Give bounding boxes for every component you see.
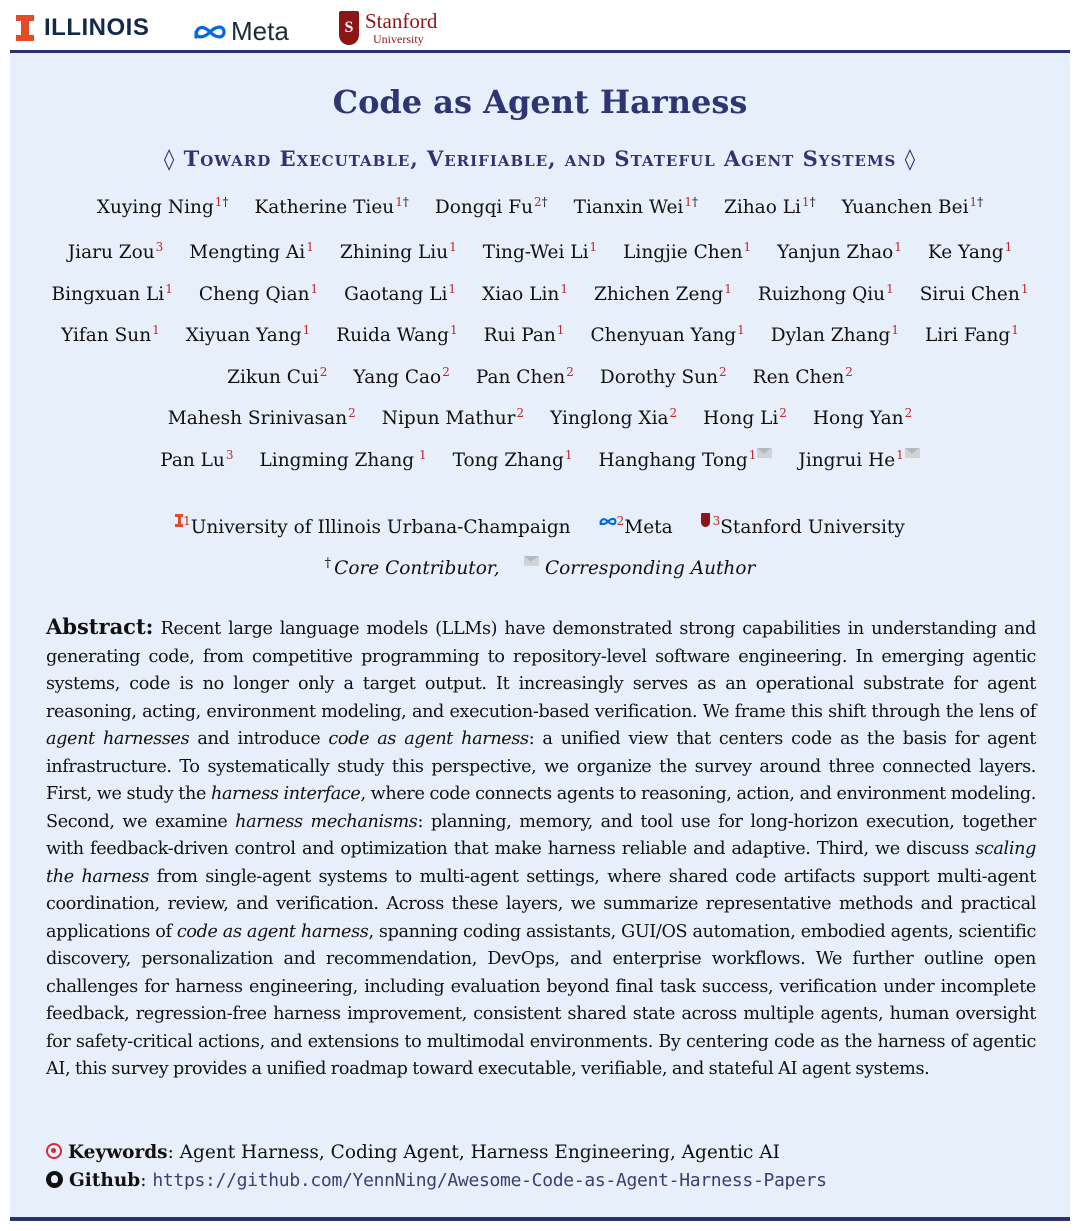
affiliation-marker: 1†	[214, 195, 229, 209]
author-name: Xiyuan Yang$^1$	[185, 323, 311, 347]
author-name: Hong Li$^2$	[703, 406, 787, 430]
author-row	[10, 195, 1070, 231]
stanford-logo	[339, 11, 437, 45]
author-row	[10, 439, 1070, 481]
affiliation-marker: 2	[845, 364, 853, 379]
stanford-shield-icon: S	[339, 11, 359, 45]
keywords-value: : Agent Harness, Coding Agent, Harness Engineering, Agentic AI	[167, 1142, 780, 1163]
author-name: Zhining Liu$^1$	[339, 240, 457, 264]
affiliation-marker: 2	[719, 364, 727, 379]
affiliation-marker: 3	[155, 240, 164, 255]
affiliation-illinois: $^1$University of Illinois Urbana-Champaign	[175, 514, 570, 538]
affiliation-marker: 2	[904, 406, 913, 421]
affiliation-marker: 1	[737, 323, 745, 338]
affiliation-marker: 2†	[533, 195, 548, 209]
meta-logo	[193, 16, 289, 47]
author-name: Hanghang Tong$^1$	[598, 448, 772, 471]
author-name: Mahesh Srinivasan$^2$	[167, 406, 356, 430]
author-name: Dylan Zhang$^1$	[770, 323, 899, 347]
affiliation-marker: 1	[748, 447, 757, 462]
illinois-icon	[175, 514, 183, 527]
target-icon	[46, 1143, 62, 1159]
paper-subtitle: ◊ Toward Executable, Verifiable, and Stateful Agent Systems ◊	[163, 146, 917, 171]
author-name: Ruizhong Qiu$^1$	[757, 281, 894, 305]
affiliation-marker: 1	[1011, 323, 1019, 338]
author-name: Bingxuan Li$^1$	[51, 281, 173, 305]
abstract-label: Abstract:	[46, 614, 154, 639]
affiliation-marker: 2	[779, 406, 787, 421]
keywords-line	[46, 1139, 1036, 1167]
author-row	[10, 356, 1070, 398]
affiliation-marker: 2	[319, 364, 328, 379]
affiliation-marker: 1	[448, 281, 457, 296]
author-name: Katherine Tieu$^{1\dagger}$	[254, 195, 409, 218]
author-name: Nipun Mathur$^2$	[381, 406, 525, 430]
author-name: Xuying Ning$^{1\dagger}$	[96, 195, 229, 218]
logo-bar	[0, 0, 1080, 50]
author-name: Zhichen Zeng$^1$	[593, 281, 732, 305]
affiliation-marker: 1	[589, 240, 598, 255]
paper-header-panel	[10, 50, 1070, 1221]
affiliation-marker: 1	[152, 323, 160, 338]
paper-title: Code as Agent Harness	[332, 83, 748, 121]
author-name: Jiaru Zou$^3$	[67, 240, 164, 264]
affiliation-marker: 1	[896, 447, 904, 462]
dagger-symbol: †	[324, 556, 332, 571]
affiliation-stanford: $^3$Stanford University	[701, 513, 905, 538]
author-name: Ren Chen$^2$	[752, 364, 853, 388]
author-name: Ke Yang$^1$	[927, 240, 1013, 264]
affiliation-marker: 2	[348, 406, 356, 421]
affiliation-list	[10, 513, 1070, 538]
author-name: Lingming Zhang $^1$	[259, 447, 427, 471]
author-name: Hong Yan$^2$	[812, 406, 913, 430]
author-name: Rui Pan$^1$	[483, 323, 565, 347]
author-name: Yifan Sun$^1$	[61, 323, 160, 347]
author-list	[10, 195, 1070, 480]
affiliation-marker: 1	[415, 447, 427, 462]
envelope-icon	[905, 448, 920, 458]
affiliation-marker: 1	[306, 240, 314, 255]
author-name: Ruida Wang$^1$	[336, 323, 458, 347]
author-row	[10, 314, 1070, 356]
github-link[interactable]: https://github.com/YennNing/Awesome-Code-as-Agent-Harness-Papers	[152, 1170, 827, 1191]
affiliation-marker: 1	[165, 281, 173, 296]
affiliation-marker: 1	[724, 281, 732, 296]
core-contributor-label: Core Contributor	[334, 558, 494, 579]
github-icon	[46, 1171, 63, 1188]
affiliation-marker: 3	[225, 447, 234, 462]
author-name: Yanjun Zhao$^1$	[777, 240, 902, 264]
author-name: Zihao $Li^{1\dagger}$	[723, 195, 816, 218]
author-name: Pan Chen$^2$	[475, 364, 574, 388]
author-row	[10, 397, 1070, 439]
stanford-wordmark: Stanford	[365, 9, 438, 33]
paper-meta	[46, 1139, 1036, 1195]
author-name: Liri Fang$^1$	[925, 323, 1019, 347]
author-name: Gaotang Li$^1$	[344, 281, 457, 305]
github-label: Github	[69, 1170, 141, 1191]
illinois-i-icon	[16, 15, 34, 41]
affiliation-marker: 1	[564, 447, 573, 462]
corresponding-author-label: Corresponding Author	[545, 558, 756, 579]
author-name: Yinglong Xia$^2$	[550, 406, 678, 430]
author-name: Dongqi $Fu^{2\dagger}$	[434, 195, 548, 218]
keywords-label: Keywords	[68, 1142, 168, 1163]
author-name: Sirui Chen$^1$	[919, 281, 1029, 305]
affiliation-marker: 1	[310, 281, 319, 296]
author-row	[10, 231, 1070, 273]
author-name: Ting-Wei Li$^1$	[482, 240, 598, 264]
author-name: Jingrui He$^1$	[798, 448, 919, 471]
author-name: Mengting Ai$^1$	[189, 240, 314, 264]
affiliation-marker: 1	[449, 240, 457, 255]
author-name: Chenyuan Yang$^1$	[590, 323, 745, 347]
illinois-logo	[16, 14, 149, 42]
affiliation-marker: 1†	[969, 195, 984, 209]
affiliation-marker: 1	[1004, 240, 1013, 255]
author-name: Cheng Qian$^1$	[198, 281, 319, 305]
affiliation-marker: 1†	[395, 195, 409, 209]
affiliation-marker: 1	[302, 323, 311, 338]
affiliation-marker: 1	[886, 281, 894, 296]
affiliation-marker: 1	[891, 323, 899, 338]
affiliation-marker: 2	[516, 406, 525, 421]
affiliation-marker: 1†	[684, 195, 698, 209]
abstract: Abstract: Recent large language models (LLMs) have demonstrated strong capabilities in understanding and generating code, from competitive programming to repository-level software engineering. In emerging agentic systems, code is no longer only a target output. It increasingly serves as an operational substrate for agent reasoning, acting, environment modeling, and execution-based verification. We frame this shift through the lens of agent harnesses and introduce code as agent harness: a unified view that centers code as the basis for agent infrastructure. To systematically study this perspective, we organize the survey around three connected layers. First, we study the harness interface, where code connects agents to reasoning, action, and environment modeling. Second, we examine harness mechanisms: planning, memory, and tool use for long-horizon execution, together with feedback-driven control and optimization that make harness reliable and adaptive. Third, we discuss scaling the harness from single-agent systems to multi-agent settings, where shared code artifacts support multi-agent coordination, review, and verification. Across these layers, we summarize representative methods and practical applications of code as agent harness, spanning coding assistants, GUI/OS automation, embodied agents, scientific discovery, personalization and recommendation, DevOps, and enterprise workflows. We further outline open challenges for harness engineering, including evaluation beyond final task success, verification under incomplete feedback, regression-free harness improvement, consistent shared state across multiple agents, human oversight for safety-critical actions, and extensions to multimodal environments. By centering code as the harness of agentic AI, this survey provides a unified roadmap toward executable, verifiable, and stateful AI agent systems.	[46, 614, 1037, 1079]
affiliation-marker: 1	[449, 323, 458, 338]
author-name: Tianxin Wei$^{1\dagger}$	[573, 195, 698, 218]
author-name: Dorothy Sun$^2$	[599, 364, 727, 388]
meta-wordmark: Meta	[231, 16, 289, 46]
meta-icon	[599, 516, 617, 527]
author-name: Pan Lu$^3$	[160, 447, 234, 471]
author-name: Xiao Lin$^1$	[482, 281, 568, 305]
author-name: Yuanchen Bei$^{1\dagger}$	[841, 195, 984, 218]
envelope-icon	[757, 448, 772, 458]
author-name: Lingjie Chen$^1$	[623, 240, 752, 264]
author-name: Yang Cao$^2$	[353, 364, 450, 388]
affiliation-marker: 2	[669, 406, 678, 421]
affiliation-marker: 1	[894, 240, 902, 255]
author-name: Zikun Cui$^2$	[227, 364, 328, 388]
affiliation-marker: 1	[743, 240, 752, 255]
meta-infinity-icon	[193, 22, 227, 42]
affiliation-marker: 2	[442, 364, 450, 379]
stanford-university-label: University	[373, 32, 424, 46]
stanford-icon	[701, 513, 710, 527]
affiliation-marker: 1†	[801, 195, 816, 209]
affiliation-marker: 1	[556, 323, 565, 338]
author-row	[10, 273, 1070, 315]
illinois-wordmark: ILLINOIS	[44, 14, 150, 41]
contributor-legend: † Core Contributor, Corresponding Author	[324, 556, 756, 579]
author-name: Tong Zhang$^1$	[452, 447, 573, 471]
affiliation-meta: $^2$Meta	[599, 514, 673, 538]
affiliation-marker: 2	[566, 364, 574, 379]
envelope-icon	[524, 556, 539, 566]
github-line: Github: https://github.com/YennNing/Awesome-Code-as-Agent-Harness-Papers	[46, 1167, 1036, 1195]
affiliation-marker: 1	[1020, 281, 1029, 296]
affiliation-marker: 1	[560, 281, 568, 296]
